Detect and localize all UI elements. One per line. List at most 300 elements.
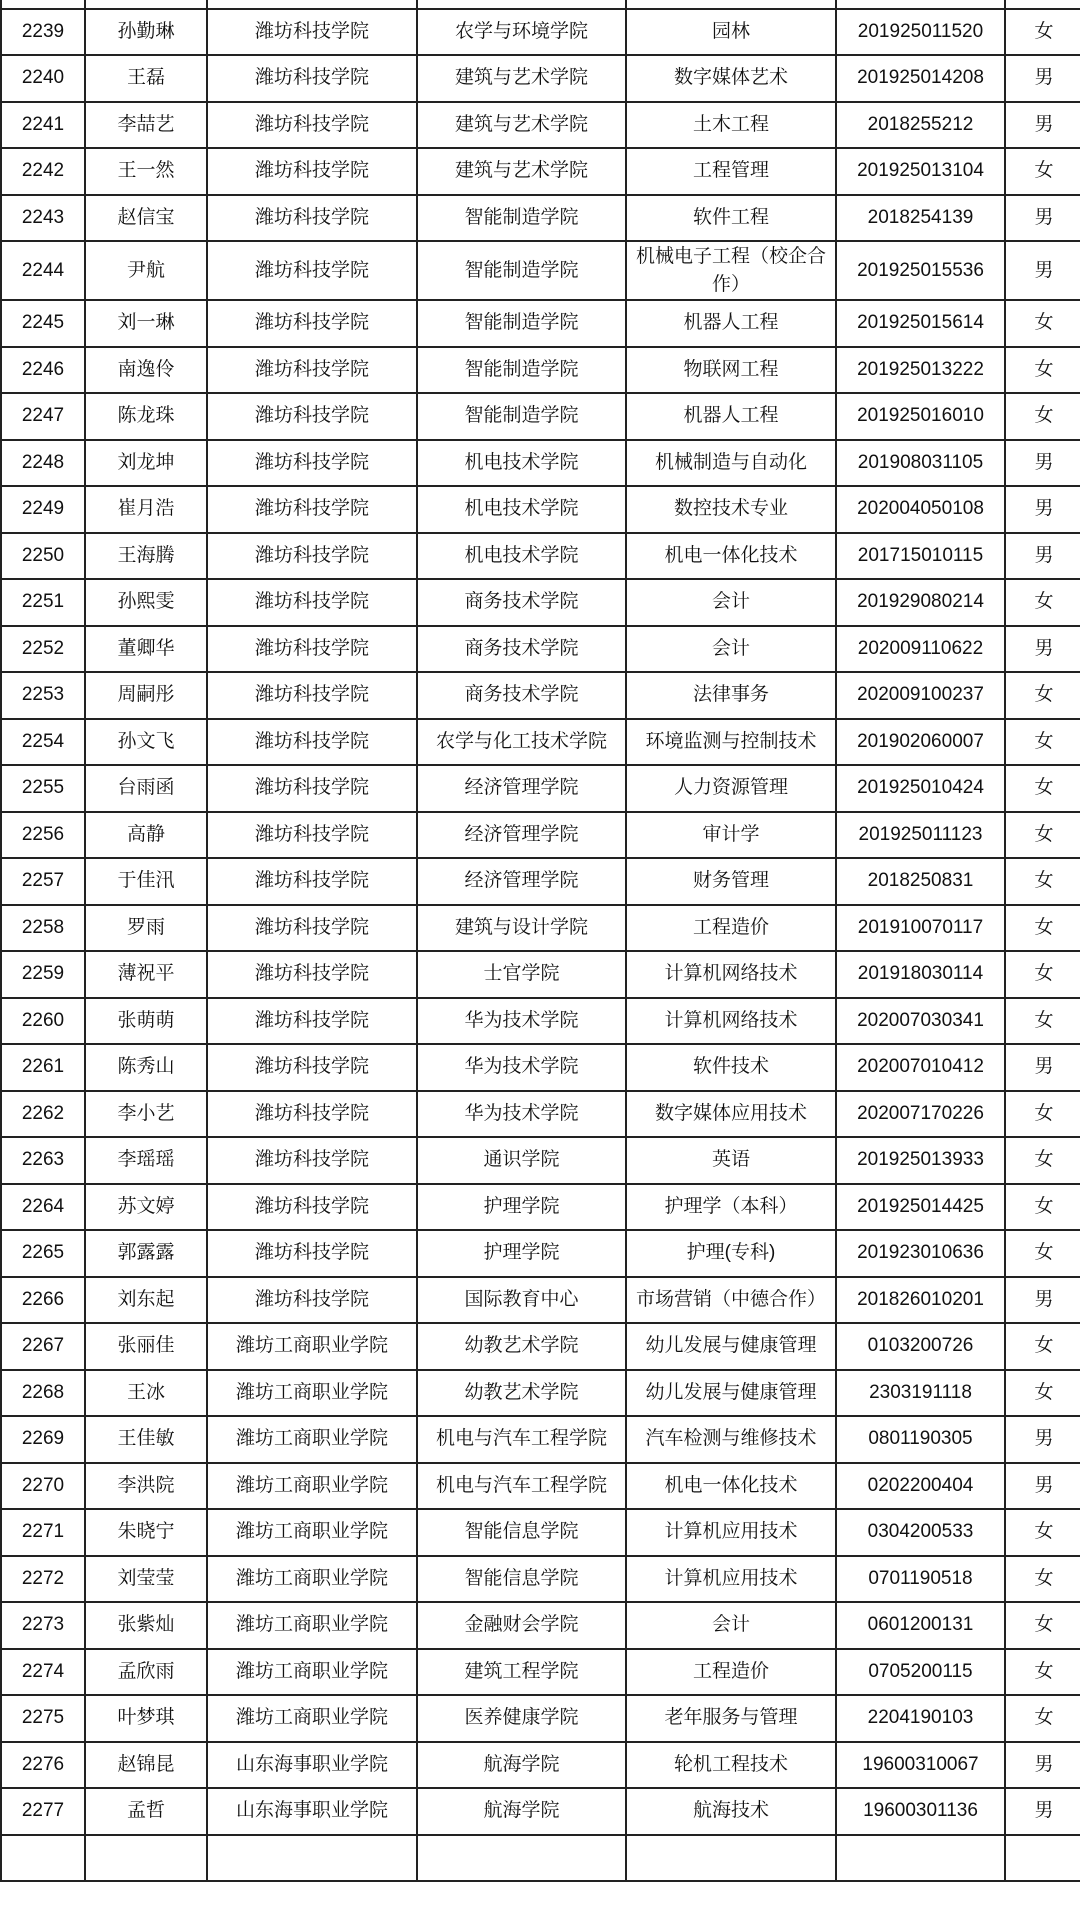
major-cell: 机电一体化技术 <box>626 1463 836 1510</box>
student-id-cell: 201910070117 <box>836 905 1005 952</box>
index-cell: 2254 <box>1 719 85 766</box>
student-id-cell: 201929080214 <box>836 579 1005 626</box>
index-cell: 2248 <box>1 440 85 487</box>
table-row <box>1 1835 1080 1882</box>
major-cell: 物联网工程 <box>626 347 836 394</box>
gender-cell: 男 <box>1005 1788 1080 1835</box>
name-cell: 孙文飞 <box>85 719 207 766</box>
name-cell: 李小艺 <box>85 1091 207 1138</box>
name-cell: 崔月浩 <box>85 486 207 533</box>
gender-cell <box>1005 0 1080 9</box>
gender-cell: 男 <box>1005 241 1080 300</box>
table-row <box>1 1184 1080 1231</box>
name-cell: 刘东起 <box>85 1277 207 1324</box>
index-cell: 2264 <box>1 1184 85 1231</box>
table-row <box>1 1230 1080 1277</box>
table-row <box>1 1509 1080 1556</box>
school-cell: 潍坊科技学院 <box>207 533 417 580</box>
school-cell: 潍坊科技学院 <box>207 579 417 626</box>
college-cell: 航海学院 <box>417 1742 626 1789</box>
school-cell: 潍坊科技学院 <box>207 1277 417 1324</box>
school-cell: 潍坊科技学院 <box>207 393 417 440</box>
table-row <box>1 672 1080 719</box>
major-cell <box>626 1835 836 1882</box>
school-cell: 山东海事职业学院 <box>207 1788 417 1835</box>
index-cell: 2255 <box>1 765 85 812</box>
index-cell: 2241 <box>1 102 85 149</box>
school-cell: 潍坊科技学院 <box>207 905 417 952</box>
index-cell: 2275 <box>1 1695 85 1742</box>
student-id-cell: 201715010115 <box>836 533 1005 580</box>
school-cell: 潍坊科技学院 <box>207 672 417 719</box>
school-cell: 潍坊科技学院 <box>207 347 417 394</box>
school-cell: 潍坊科技学院 <box>207 626 417 673</box>
college-cell: 医养健康学院 <box>417 1695 626 1742</box>
student-id-cell: 201925014208 <box>836 55 1005 102</box>
college-cell: 建筑工程学院 <box>417 1649 626 1696</box>
name-cell: 李瑶瑶 <box>85 1137 207 1184</box>
index-cell: 2250 <box>1 533 85 580</box>
table-row <box>1 1695 1080 1742</box>
student-id-cell: 0801190305 <box>836 1416 1005 1463</box>
gender-cell: 女 <box>1005 1230 1080 1277</box>
name-cell: 刘龙坤 <box>85 440 207 487</box>
college-cell: 士官学院 <box>417 951 626 998</box>
major-cell: 会计 <box>626 579 836 626</box>
gender-cell: 女 <box>1005 393 1080 440</box>
student-id-cell: 201826010201 <box>836 1277 1005 1324</box>
index-cell: 2265 <box>1 1230 85 1277</box>
major-cell: 机械电子工程（校企合作） <box>626 241 836 300</box>
table-row <box>1 1323 1080 1370</box>
school-cell: 潍坊工商职业学院 <box>207 1463 417 1510</box>
major-cell: 计算机应用技术 <box>626 1509 836 1556</box>
school-cell: 潍坊工商职业学院 <box>207 1323 417 1370</box>
major-cell: 数控技术专业 <box>626 486 836 533</box>
gender-cell: 女 <box>1005 719 1080 766</box>
index-cell: 2263 <box>1 1137 85 1184</box>
student-id-cell: 2018250831 <box>836 858 1005 905</box>
school-cell: 潍坊科技学院 <box>207 486 417 533</box>
name-cell: 赵锦昆 <box>85 1742 207 1789</box>
college-cell: 农学与化工技术学院 <box>417 719 626 766</box>
index-cell: 2246 <box>1 347 85 394</box>
college-cell: 智能制造学院 <box>417 347 626 394</box>
gender-cell: 男 <box>1005 440 1080 487</box>
college-cell: 华为技术学院 <box>417 1044 626 1091</box>
gender-cell: 女 <box>1005 858 1080 905</box>
student-id-cell <box>836 0 1005 9</box>
table-row <box>1 626 1080 673</box>
index-cell: 2260 <box>1 998 85 1045</box>
index-cell: 2266 <box>1 1277 85 1324</box>
table-row <box>1 1788 1080 1835</box>
major-cell: 审计学 <box>626 812 836 859</box>
school-cell: 潍坊科技学院 <box>207 951 417 998</box>
gender-cell: 女 <box>1005 1649 1080 1696</box>
major-cell: 财务管理 <box>626 858 836 905</box>
table-row <box>1 812 1080 859</box>
college-cell: 农学与环境学院 <box>417 9 626 56</box>
college-cell: 机电技术学院 <box>417 533 626 580</box>
student-id-cell: 2303191118 <box>836 1370 1005 1417</box>
table-row <box>1 1370 1080 1417</box>
gender-cell: 女 <box>1005 812 1080 859</box>
index-cell: 2268 <box>1 1370 85 1417</box>
name-cell: 南逸伶 <box>85 347 207 394</box>
college-cell: 建筑与艺术学院 <box>417 148 626 195</box>
gender-cell: 女 <box>1005 998 1080 1045</box>
student-id-cell: 201925014425 <box>836 1184 1005 1231</box>
college-cell: 智能制造学院 <box>417 195 626 242</box>
school-cell: 潍坊工商职业学院 <box>207 1695 417 1742</box>
student-id-cell: 201923010636 <box>836 1230 1005 1277</box>
student-id-cell: 202007170226 <box>836 1091 1005 1138</box>
name-cell <box>85 0 207 9</box>
college-cell: 经济管理学院 <box>417 765 626 812</box>
gender-cell: 女 <box>1005 347 1080 394</box>
name-cell: 陈龙珠 <box>85 393 207 440</box>
gender-cell: 男 <box>1005 102 1080 149</box>
name-cell: 尹航 <box>85 241 207 300</box>
index-cell <box>1 1835 85 1882</box>
index-cell: 2262 <box>1 1091 85 1138</box>
major-cell: 计算机网络技术 <box>626 951 836 998</box>
table-row <box>1 0 1080 9</box>
name-cell: 董卿华 <box>85 626 207 673</box>
index-cell: 2274 <box>1 1649 85 1696</box>
college-cell <box>417 0 626 9</box>
name-cell: 赵信宝 <box>85 195 207 242</box>
college-cell: 智能制造学院 <box>417 300 626 347</box>
name-cell: 高静 <box>85 812 207 859</box>
major-cell: 计算机网络技术 <box>626 998 836 1045</box>
student-id-cell: 2018255212 <box>836 102 1005 149</box>
student-id-cell: 19600301136 <box>836 1788 1005 1835</box>
student-id-cell: 2204190103 <box>836 1695 1005 1742</box>
school-cell: 潍坊科技学院 <box>207 241 417 300</box>
college-cell: 华为技术学院 <box>417 1091 626 1138</box>
table-row <box>1 1649 1080 1696</box>
school-cell: 潍坊科技学院 <box>207 55 417 102</box>
school-cell: 潍坊科技学院 <box>207 812 417 859</box>
student-id-cell: 201925016010 <box>836 393 1005 440</box>
major-cell: 机器人工程 <box>626 300 836 347</box>
table-row <box>1 951 1080 998</box>
school-cell: 山东海事职业学院 <box>207 1742 417 1789</box>
table-row <box>1 241 1080 300</box>
name-cell <box>85 1835 207 1882</box>
major-cell: 英语 <box>626 1137 836 1184</box>
student-id-cell: 202007010412 <box>836 1044 1005 1091</box>
school-cell: 潍坊科技学院 <box>207 148 417 195</box>
gender-cell: 男 <box>1005 1463 1080 1510</box>
college-cell: 机电技术学院 <box>417 440 626 487</box>
name-cell: 张紫灿 <box>85 1602 207 1649</box>
student-id-cell: 201925015614 <box>836 300 1005 347</box>
name-cell: 朱晓宁 <box>85 1509 207 1556</box>
gender-cell: 女 <box>1005 672 1080 719</box>
table-row <box>1 102 1080 149</box>
college-cell: 智能信息学院 <box>417 1509 626 1556</box>
major-cell: 园林 <box>626 9 836 56</box>
name-cell: 苏文婷 <box>85 1184 207 1231</box>
major-cell: 机电一体化技术 <box>626 533 836 580</box>
name-cell: 王一然 <box>85 148 207 195</box>
name-cell: 王海腾 <box>85 533 207 580</box>
student-id-cell: 201925011123 <box>836 812 1005 859</box>
college-cell: 机电技术学院 <box>417 486 626 533</box>
school-cell <box>207 1835 417 1882</box>
major-cell: 会计 <box>626 1602 836 1649</box>
school-cell: 潍坊科技学院 <box>207 440 417 487</box>
name-cell: 孙熙雯 <box>85 579 207 626</box>
student-id-cell: 2018254139 <box>836 195 1005 242</box>
index-cell: 2252 <box>1 626 85 673</box>
student-id-cell: 202009110622 <box>836 626 1005 673</box>
school-cell: 潍坊工商职业学院 <box>207 1509 417 1556</box>
major-cell: 机械制造与自动化 <box>626 440 836 487</box>
index-cell: 2247 <box>1 393 85 440</box>
major-cell: 机器人工程 <box>626 393 836 440</box>
gender-cell: 女 <box>1005 1509 1080 1556</box>
major-cell: 护理学（本科） <box>626 1184 836 1231</box>
student-id-cell: 201908031105 <box>836 440 1005 487</box>
table-row <box>1 765 1080 812</box>
index-cell: 2257 <box>1 858 85 905</box>
major-cell: 数字媒体应用技术 <box>626 1091 836 1138</box>
gender-cell: 女 <box>1005 9 1080 56</box>
student-id-cell: 202009100237 <box>836 672 1005 719</box>
major-cell: 航海技术 <box>626 1788 836 1835</box>
index-cell: 2271 <box>1 1509 85 1556</box>
index-cell: 2249 <box>1 486 85 533</box>
school-cell: 潍坊科技学院 <box>207 300 417 347</box>
college-cell: 建筑与设计学院 <box>417 905 626 952</box>
index-cell: 2269 <box>1 1416 85 1463</box>
name-cell: 刘莹莹 <box>85 1556 207 1603</box>
name-cell: 王佳敏 <box>85 1416 207 1463</box>
index-cell: 2267 <box>1 1323 85 1370</box>
gender-cell: 女 <box>1005 905 1080 952</box>
school-cell: 潍坊工商职业学院 <box>207 1649 417 1696</box>
index-cell: 2270 <box>1 1463 85 1510</box>
index-cell: 2277 <box>1 1788 85 1835</box>
school-cell: 潍坊科技学院 <box>207 858 417 905</box>
table-row <box>1 1091 1080 1138</box>
student-id-cell: 0202200404 <box>836 1463 1005 1510</box>
college-cell: 经济管理学院 <box>417 858 626 905</box>
gender-cell: 男 <box>1005 626 1080 673</box>
gender-cell: 女 <box>1005 1602 1080 1649</box>
student-id-cell: 201902060007 <box>836 719 1005 766</box>
student-id-cell: 201918030114 <box>836 951 1005 998</box>
student-id-cell: 0103200726 <box>836 1323 1005 1370</box>
index-cell: 2253 <box>1 672 85 719</box>
gender-cell: 女 <box>1005 1370 1080 1417</box>
school-cell: 潍坊科技学院 <box>207 102 417 149</box>
college-cell <box>417 1835 626 1882</box>
major-cell: 法律事务 <box>626 672 836 719</box>
gender-cell: 男 <box>1005 195 1080 242</box>
major-cell: 汽车检测与维修技术 <box>626 1416 836 1463</box>
student-id-cell: 0601200131 <box>836 1602 1005 1649</box>
student-id-cell: 19600310067 <box>836 1742 1005 1789</box>
school-cell: 潍坊工商职业学院 <box>207 1370 417 1417</box>
school-cell: 潍坊工商职业学院 <box>207 1416 417 1463</box>
index-cell: 2256 <box>1 812 85 859</box>
table-row <box>1 533 1080 580</box>
gender-cell: 女 <box>1005 1184 1080 1231</box>
index-cell: 2258 <box>1 905 85 952</box>
index-cell: 2273 <box>1 1602 85 1649</box>
major-cell: 轮机工程技术 <box>626 1742 836 1789</box>
student-id-cell: 201925011520 <box>836 9 1005 56</box>
name-cell: 王磊 <box>85 55 207 102</box>
name-cell: 李喆艺 <box>85 102 207 149</box>
school-cell: 潍坊工商职业学院 <box>207 1602 417 1649</box>
student-id-cell: 201925013222 <box>836 347 1005 394</box>
gender-cell: 女 <box>1005 300 1080 347</box>
student-id-cell: 0705200115 <box>836 1649 1005 1696</box>
college-cell: 商务技术学院 <box>417 672 626 719</box>
school-cell: 潍坊科技学院 <box>207 998 417 1045</box>
index-cell: 2251 <box>1 579 85 626</box>
name-cell: 薄祝平 <box>85 951 207 998</box>
table-row <box>1 1556 1080 1603</box>
index-cell: 2272 <box>1 1556 85 1603</box>
school-cell <box>207 0 417 9</box>
table-row <box>1 1602 1080 1649</box>
school-cell: 潍坊科技学院 <box>207 1137 417 1184</box>
student-id-cell: 201925013933 <box>836 1137 1005 1184</box>
college-cell: 商务技术学院 <box>417 579 626 626</box>
college-cell: 航海学院 <box>417 1788 626 1835</box>
major-cell: 会计 <box>626 626 836 673</box>
college-cell: 商务技术学院 <box>417 626 626 673</box>
gender-cell: 女 <box>1005 1091 1080 1138</box>
student-id-cell: 0304200533 <box>836 1509 1005 1556</box>
college-cell: 智能制造学院 <box>417 241 626 300</box>
college-cell: 建筑与艺术学院 <box>417 102 626 149</box>
major-cell: 老年服务与管理 <box>626 1695 836 1742</box>
major-cell <box>626 0 836 9</box>
college-cell: 经济管理学院 <box>417 812 626 859</box>
college-cell: 幼教艺术学院 <box>417 1370 626 1417</box>
school-cell: 潍坊科技学院 <box>207 1091 417 1138</box>
name-cell: 陈秀山 <box>85 1044 207 1091</box>
major-cell: 人力资源管理 <box>626 765 836 812</box>
major-cell: 护理(专科) <box>626 1230 836 1277</box>
table-row <box>1 393 1080 440</box>
major-cell: 环境监测与控制技术 <box>626 719 836 766</box>
student-id-cell: 202004050108 <box>836 486 1005 533</box>
school-cell: 潍坊科技学院 <box>207 765 417 812</box>
table-row <box>1 195 1080 242</box>
major-cell: 计算机应用技术 <box>626 1556 836 1603</box>
index-cell: 2276 <box>1 1742 85 1789</box>
school-cell: 潍坊科技学院 <box>207 719 417 766</box>
table-row <box>1 1277 1080 1324</box>
gender-cell: 男 <box>1005 1044 1080 1091</box>
index-cell <box>1 0 85 9</box>
student-id-cell: 201925010424 <box>836 765 1005 812</box>
school-cell: 潍坊工商职业学院 <box>207 1556 417 1603</box>
school-cell: 潍坊科技学院 <box>207 195 417 242</box>
gender-cell: 女 <box>1005 579 1080 626</box>
name-cell: 台雨函 <box>85 765 207 812</box>
major-cell: 幼儿发展与健康管理 <box>626 1370 836 1417</box>
table-row <box>1 1137 1080 1184</box>
school-cell: 潍坊科技学院 <box>207 1184 417 1231</box>
name-cell: 张萌萌 <box>85 998 207 1045</box>
major-cell: 市场营销（中德合作） <box>626 1277 836 1324</box>
table-body <box>1 0 1080 1881</box>
table-row <box>1 998 1080 1045</box>
table-row <box>1 55 1080 102</box>
gender-cell: 男 <box>1005 486 1080 533</box>
table-row <box>1 9 1080 56</box>
index-cell: 2239 <box>1 9 85 56</box>
major-cell: 数字媒体艺术 <box>626 55 836 102</box>
index-cell: 2259 <box>1 951 85 998</box>
name-cell: 孙勤琳 <box>85 9 207 56</box>
gender-cell: 男 <box>1005 55 1080 102</box>
college-cell: 建筑与艺术学院 <box>417 55 626 102</box>
major-cell: 工程造价 <box>626 905 836 952</box>
gender-cell: 女 <box>1005 1556 1080 1603</box>
table-row <box>1 1044 1080 1091</box>
student-id-cell: 202007030341 <box>836 998 1005 1045</box>
gender-cell: 男 <box>1005 1416 1080 1463</box>
gender-cell: 男 <box>1005 1742 1080 1789</box>
student-id-cell: 0701190518 <box>836 1556 1005 1603</box>
major-cell: 软件工程 <box>626 195 836 242</box>
table-row <box>1 858 1080 905</box>
index-cell: 2244 <box>1 241 85 300</box>
college-cell: 智能信息学院 <box>417 1556 626 1603</box>
table-row <box>1 486 1080 533</box>
index-cell: 2242 <box>1 148 85 195</box>
college-cell: 护理学院 <box>417 1184 626 1231</box>
table-row <box>1 1742 1080 1789</box>
name-cell: 孟哲 <box>85 1788 207 1835</box>
college-cell: 机电与汽车工程学院 <box>417 1463 626 1510</box>
name-cell: 王冰 <box>85 1370 207 1417</box>
table-row <box>1 300 1080 347</box>
student-id-cell <box>836 1835 1005 1882</box>
gender-cell: 女 <box>1005 1137 1080 1184</box>
table-row <box>1 1463 1080 1510</box>
major-cell: 工程造价 <box>626 1649 836 1696</box>
name-cell: 于佳汛 <box>85 858 207 905</box>
gender-cell: 女 <box>1005 148 1080 195</box>
gender-cell: 女 <box>1005 1695 1080 1742</box>
gender-cell: 男 <box>1005 1277 1080 1324</box>
name-cell: 李洪院 <box>85 1463 207 1510</box>
major-cell: 土木工程 <box>626 102 836 149</box>
index-cell: 2240 <box>1 55 85 102</box>
college-cell: 幼教艺术学院 <box>417 1323 626 1370</box>
college-cell: 国际教育中心 <box>417 1277 626 1324</box>
name-cell: 孟欣雨 <box>85 1649 207 1696</box>
major-cell: 幼儿发展与健康管理 <box>626 1323 836 1370</box>
college-cell: 护理学院 <box>417 1230 626 1277</box>
college-cell: 智能制造学院 <box>417 393 626 440</box>
gender-cell: 女 <box>1005 765 1080 812</box>
index-cell: 2261 <box>1 1044 85 1091</box>
table-row <box>1 579 1080 626</box>
